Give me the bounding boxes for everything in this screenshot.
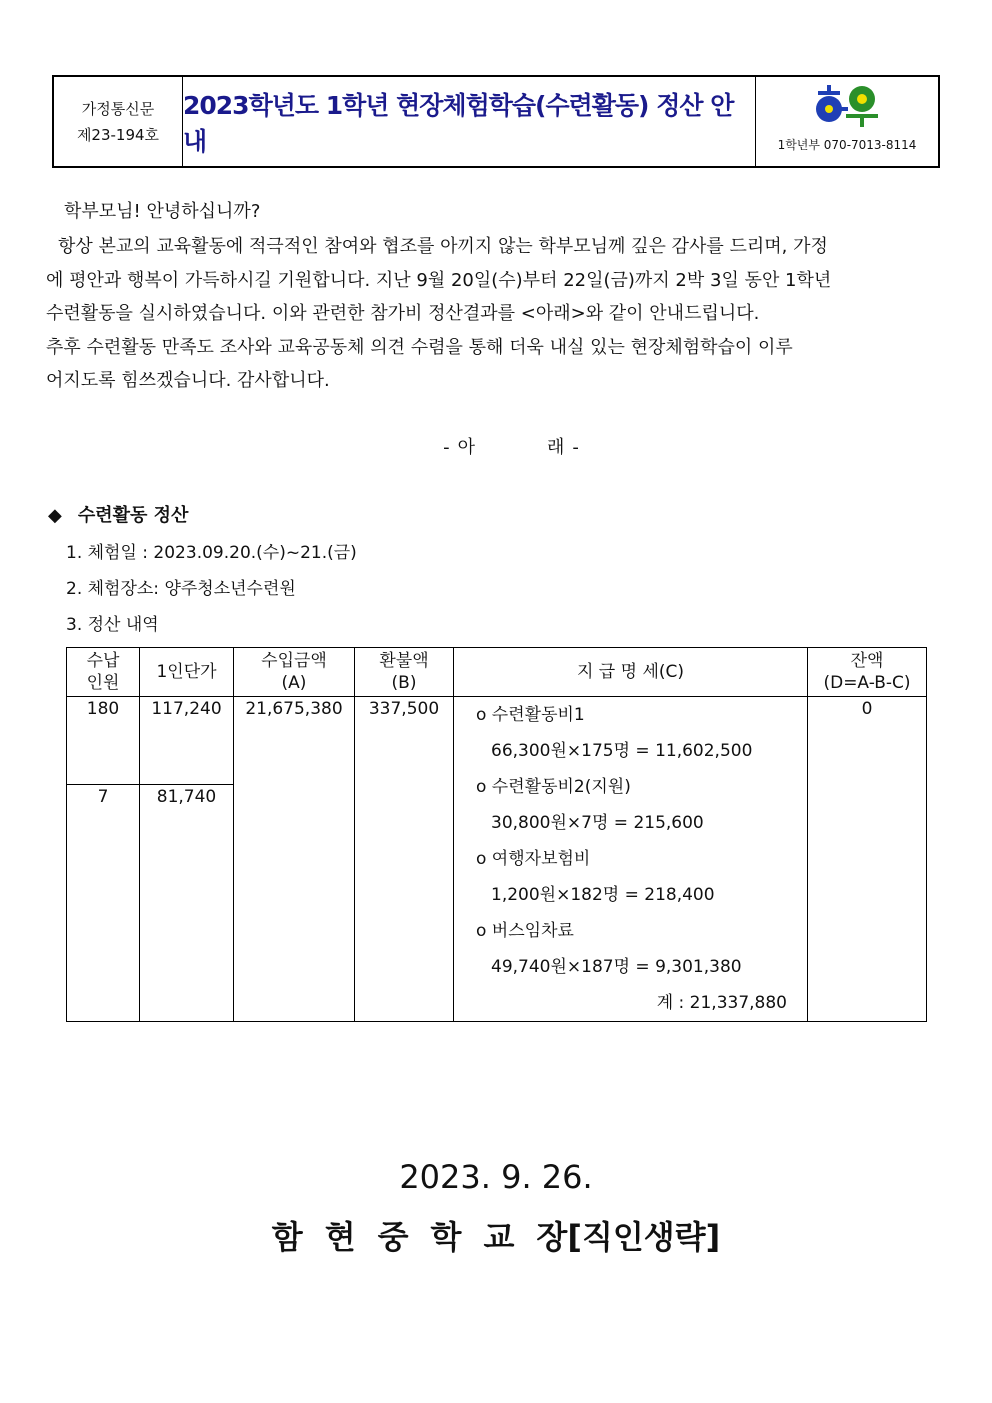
diamond-bullet-icon: ◆ bbox=[48, 505, 62, 526]
signer-char: 현 bbox=[324, 1218, 356, 1256]
contact-info: 1학년부 070-7013-8114 bbox=[777, 138, 917, 152]
table-header-row bbox=[67, 648, 927, 697]
item-details: 3. 정산 내역 bbox=[66, 615, 159, 635]
signer-char: 교 bbox=[483, 1218, 515, 1256]
expense-total: 계 : 21,337,880 bbox=[656, 993, 787, 1013]
issue-info bbox=[54, 77, 183, 166]
below-heading bbox=[0, 433, 992, 459]
signer-char: 함 bbox=[271, 1218, 303, 1256]
section-title-text: 수련활동 정산 bbox=[77, 505, 189, 526]
below-char-rae: 래 bbox=[547, 437, 565, 458]
expense-item-calc: 49,740원×187명 = 9,301,380 bbox=[491, 957, 742, 977]
header-balance: 잔액 (D=A-B-C) bbox=[808, 648, 927, 697]
seal-note: [직인생략] bbox=[567, 1218, 721, 1256]
item-date: 1. 체험일 : 2023.09.20.(수)~21.(금) bbox=[66, 543, 357, 563]
settlement-table bbox=[66, 647, 927, 1022]
header-payers: 수납 인원 bbox=[67, 648, 140, 697]
income-cell: 21,675,380 bbox=[234, 697, 355, 1022]
expense-details-cell bbox=[454, 697, 808, 1022]
paragraph-line: 수련활동을 실시하였습니다. 이와 관련한 참가비 정산결과를 <아래>와 같이 안내드립니다. bbox=[46, 303, 760, 324]
item-place: 2. 체험장소: 양주청소년수련원 bbox=[66, 579, 296, 599]
intro-paragraph bbox=[46, 230, 944, 398]
dash-left: - bbox=[443, 437, 450, 458]
expense-item-calc: 1,200원×182명 = 218,400 bbox=[491, 885, 715, 905]
header-box bbox=[52, 75, 940, 168]
header-refund: 환불액 (B) bbox=[355, 648, 454, 697]
paragraph-line: 추후 수련활동 만족도 조사와 교육공동체 의견 수렴을 통해 더욱 내실 있는 현장체험학습이 이루 bbox=[46, 336, 793, 358]
signer-line bbox=[0, 1212, 992, 1258]
greeting: 학부모님! 안녕하십니까? bbox=[64, 201, 261, 222]
unit-price-cell: 81,740 bbox=[140, 785, 234, 1022]
signer-char: 중 bbox=[377, 1218, 409, 1256]
payers-cell: 7 bbox=[67, 785, 140, 1022]
signer-char: 학 bbox=[430, 1218, 462, 1256]
expense-item-name: o 버스임차료 bbox=[476, 921, 574, 941]
header-expense: 지 급 명 세(C) bbox=[454, 648, 808, 697]
school-logo-icon bbox=[814, 85, 880, 127]
unit-price-cell: 117,240 bbox=[140, 697, 234, 785]
refund-cell: 337,500 bbox=[355, 697, 454, 1022]
document-title: 2023학년도 1학년 현장체험학습(수련활동) 정산 안내 bbox=[183, 77, 756, 166]
expense-item-name: o 수련활동비1 bbox=[476, 705, 585, 725]
section-title bbox=[48, 501, 188, 527]
issue-number: 제23-194호 bbox=[76, 125, 160, 144]
school-brand bbox=[756, 77, 938, 166]
newsletter-label: 가정통신문 bbox=[81, 99, 155, 118]
document-date: 2023. 9. 26. bbox=[399, 1158, 593, 1196]
payers-cell: 180 bbox=[67, 697, 140, 785]
paragraph-line: 에 평안과 행복이 가득하시길 기원합니다. 지난 9월 20일(수)부터 22일(금)까지 2박 3일 동안 1학년 bbox=[46, 269, 832, 291]
expense-item-name: o 여행자보험비 bbox=[476, 849, 591, 869]
header-income: 수입금액 (A) bbox=[234, 648, 355, 697]
table-row bbox=[67, 697, 927, 785]
paragraph-line: 항상 본교의 교육활동에 적극적인 참여와 협조를 아끼지 않는 학부모님께 깊은 감사를 드리며, 가정 bbox=[58, 236, 828, 257]
expense-item-name: o 수련활동비2(지원) bbox=[476, 777, 631, 797]
expense-item-calc: 66,300원×175명 = 11,602,500 bbox=[491, 741, 753, 761]
balance-cell: 0 bbox=[808, 697, 927, 1022]
header-unit-price: 1인단가 bbox=[140, 648, 234, 697]
dash-right: - bbox=[572, 437, 579, 458]
paragraph-line: 어지도록 힘쓰겠습니다. 감사합니다. bbox=[46, 370, 330, 391]
below-char-a: 아 bbox=[457, 437, 475, 458]
expense-item-calc: 30,800원×7명 = 215,600 bbox=[491, 813, 704, 833]
signer-char: 장 bbox=[536, 1218, 568, 1256]
